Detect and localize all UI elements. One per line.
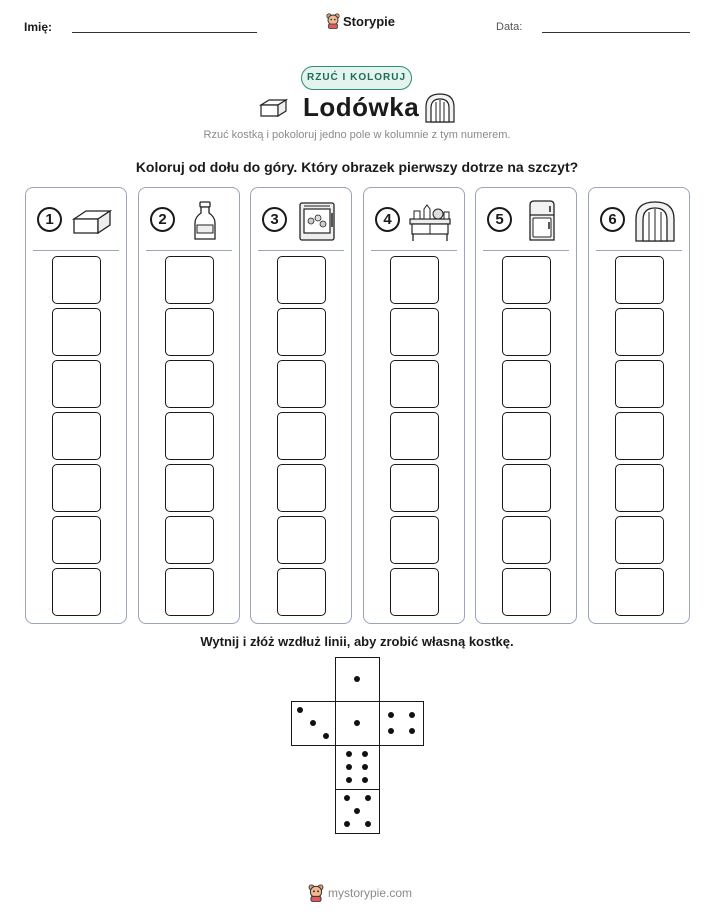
color-box[interactable] bbox=[390, 568, 439, 616]
column-5 bbox=[475, 187, 577, 624]
cut-instruction: Wytnij i złóż wzdłuż linii, aby zrobić własną kostkę. bbox=[200, 634, 514, 649]
date-label: Data: bbox=[496, 21, 523, 33]
color-box[interactable] bbox=[165, 360, 214, 408]
storypie-logo-icon bbox=[326, 13, 340, 29]
footer bbox=[308, 884, 412, 902]
pip bbox=[388, 728, 394, 734]
pip bbox=[362, 751, 368, 757]
column-3 bbox=[250, 187, 352, 624]
color-box[interactable] bbox=[277, 516, 326, 564]
color-box[interactable] bbox=[277, 568, 326, 616]
color-box[interactable] bbox=[390, 412, 439, 460]
color-box[interactable] bbox=[277, 360, 326, 408]
column-number: 6 bbox=[600, 207, 625, 232]
column-number: 3 bbox=[262, 207, 287, 232]
pip bbox=[354, 808, 360, 814]
dice-face-3 bbox=[291, 701, 336, 746]
dice-face-4 bbox=[379, 701, 424, 746]
color-box[interactable] bbox=[502, 412, 551, 460]
pip bbox=[354, 676, 360, 682]
pip bbox=[388, 712, 394, 718]
column-number: 4 bbox=[375, 207, 400, 232]
color-box[interactable] bbox=[502, 308, 551, 356]
column-2 bbox=[138, 187, 240, 624]
column-divider bbox=[258, 250, 344, 251]
color-box[interactable] bbox=[502, 568, 551, 616]
color-box[interactable] bbox=[390, 308, 439, 356]
color-box[interactable] bbox=[52, 256, 101, 304]
pip bbox=[344, 795, 350, 801]
color-box[interactable] bbox=[165, 412, 214, 460]
color-box[interactable] bbox=[165, 516, 214, 564]
instruction: Koloruj od dołu do góry. Który obrazek pierwszy dotrze na szczyt? bbox=[135, 159, 579, 175]
column-divider bbox=[33, 250, 119, 251]
color-box[interactable] bbox=[615, 568, 664, 616]
color-box[interactable] bbox=[615, 308, 664, 356]
pip bbox=[362, 777, 368, 783]
pip bbox=[354, 720, 360, 726]
color-box[interactable] bbox=[277, 464, 326, 512]
dice-face-1 bbox=[335, 657, 380, 702]
color-box[interactable] bbox=[52, 464, 101, 512]
footer-url: mystorypie.com bbox=[328, 886, 413, 900]
butter-icon bbox=[70, 199, 114, 243]
color-box[interactable] bbox=[390, 464, 439, 512]
color-box[interactable] bbox=[165, 568, 214, 616]
brand-name: Storypie bbox=[343, 13, 396, 29]
column-number: 5 bbox=[487, 207, 512, 232]
column-header bbox=[251, 188, 351, 250]
color-box[interactable] bbox=[390, 516, 439, 564]
pip bbox=[409, 712, 415, 718]
column-number: 2 bbox=[150, 207, 175, 232]
color-box[interactable] bbox=[615, 412, 664, 460]
column-divider bbox=[146, 250, 232, 251]
color-box[interactable] bbox=[615, 516, 664, 564]
arch-door-icon bbox=[633, 199, 677, 243]
column-6 bbox=[588, 187, 690, 624]
pip bbox=[409, 728, 415, 734]
color-box[interactable] bbox=[52, 360, 101, 408]
pip bbox=[365, 821, 371, 827]
column-divider bbox=[596, 250, 682, 251]
color-box[interactable] bbox=[52, 412, 101, 460]
color-box[interactable] bbox=[277, 308, 326, 356]
color-box[interactable] bbox=[52, 308, 101, 356]
pip bbox=[344, 821, 350, 827]
color-box[interactable] bbox=[615, 256, 664, 304]
activity-badge: RZUĆ I KOLORUJ bbox=[301, 66, 412, 90]
butter-icon bbox=[258, 95, 288, 119]
freezer-icon bbox=[295, 199, 339, 243]
column-1 bbox=[25, 187, 127, 624]
name-label: Imię: bbox=[24, 20, 53, 34]
pip bbox=[310, 720, 316, 726]
color-box[interactable] bbox=[52, 568, 101, 616]
column-header bbox=[26, 188, 126, 250]
color-box[interactable] bbox=[390, 256, 439, 304]
title-row bbox=[256, 92, 466, 124]
color-box[interactable] bbox=[165, 464, 214, 512]
subtitle: Rzuć kostką i pokoloruj jedno pole w kolumnie z tym numerem. bbox=[203, 129, 511, 141]
dice-face-6 bbox=[335, 745, 380, 790]
worksheet-header bbox=[0, 0, 714, 50]
pip bbox=[323, 733, 329, 739]
column-header bbox=[589, 188, 689, 250]
color-box[interactable] bbox=[277, 412, 326, 460]
column-divider bbox=[371, 250, 457, 251]
color-box[interactable] bbox=[165, 256, 214, 304]
page-title: Lodówka bbox=[303, 92, 420, 122]
color-box[interactable] bbox=[502, 516, 551, 564]
brand bbox=[326, 13, 395, 29]
color-box[interactable] bbox=[52, 516, 101, 564]
pip bbox=[362, 764, 368, 770]
color-box[interactable] bbox=[502, 464, 551, 512]
column-divider bbox=[483, 250, 569, 251]
pip bbox=[346, 764, 352, 770]
color-box[interactable] bbox=[390, 360, 439, 408]
arch-door-icon bbox=[424, 93, 456, 123]
pip bbox=[365, 795, 371, 801]
dice-face-1 bbox=[335, 701, 380, 746]
dice-face-5 bbox=[335, 789, 380, 834]
color-box[interactable] bbox=[277, 256, 326, 304]
fridge-icon bbox=[520, 199, 564, 243]
color-box[interactable] bbox=[165, 308, 214, 356]
date-line bbox=[542, 32, 690, 33]
color-box[interactable] bbox=[615, 360, 664, 408]
milk-bottle-icon bbox=[183, 199, 227, 243]
pip bbox=[346, 777, 352, 783]
column-header bbox=[364, 188, 464, 250]
column-number: 1 bbox=[37, 207, 62, 232]
kitchen-counter-icon bbox=[408, 199, 452, 243]
column-header bbox=[476, 188, 576, 250]
pip bbox=[297, 707, 303, 713]
column-header bbox=[139, 188, 239, 250]
name-line bbox=[72, 32, 257, 33]
color-box[interactable] bbox=[502, 256, 551, 304]
color-box[interactable] bbox=[615, 464, 664, 512]
pip bbox=[346, 751, 352, 757]
storypie-logo-icon bbox=[308, 884, 324, 902]
column-4 bbox=[363, 187, 465, 624]
color-box[interactable] bbox=[502, 360, 551, 408]
